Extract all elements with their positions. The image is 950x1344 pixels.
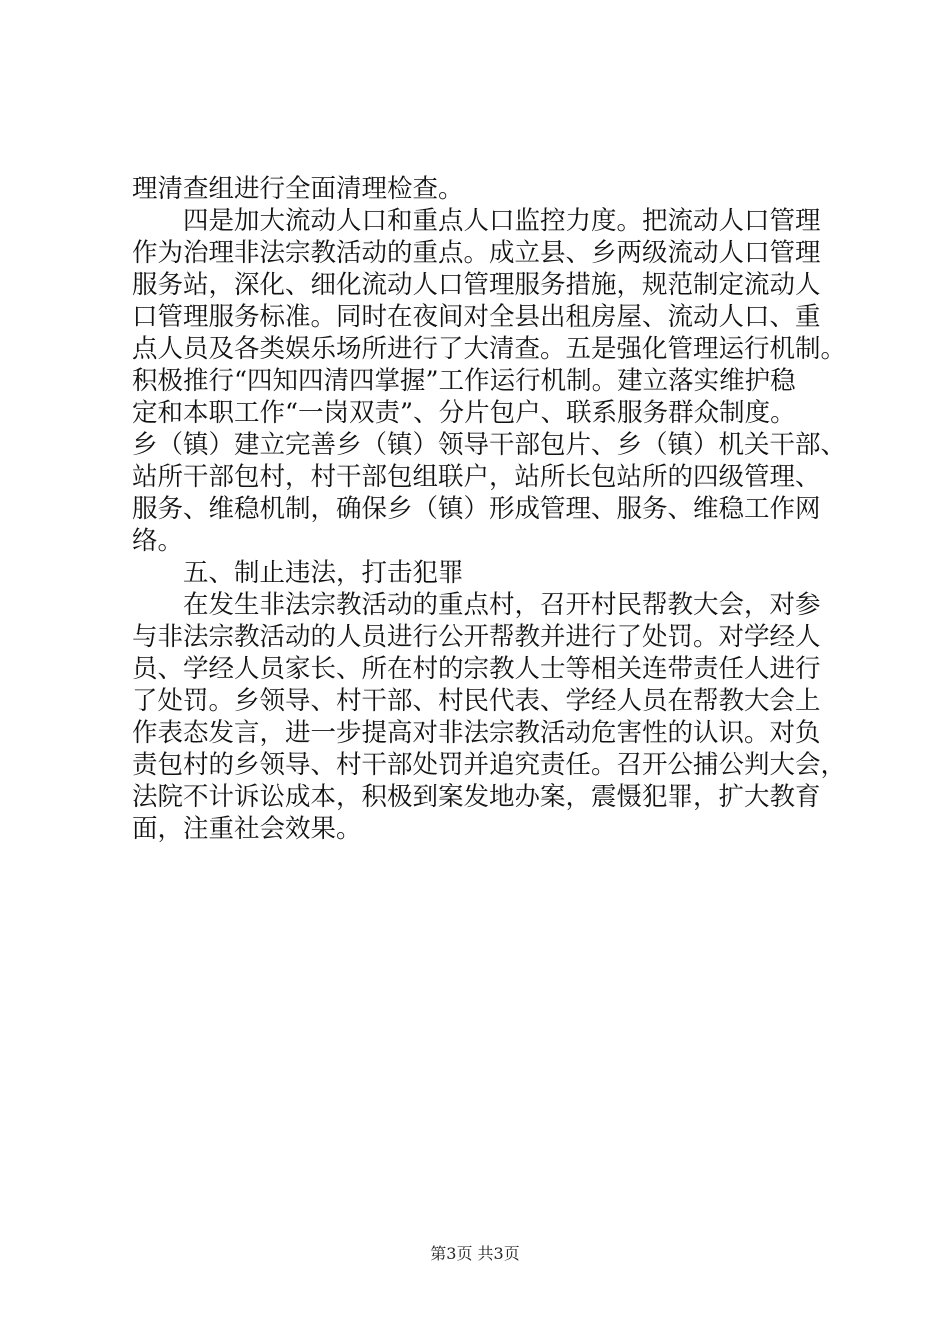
paragraph-line: 作表态发言，进一步提高对非法宗教活动危害性的认识。对负 — [132, 718, 821, 748]
paragraph-line: 面，注重社会效果。 — [132, 814, 362, 844]
paragraph-line: 乡（镇）建立完善乡（镇）领导干部包片、乡（镇）机关干部、 — [132, 430, 847, 460]
paragraph-line: 点人员及各类娱乐场所进行了大清查。五是强化管理运行机制。 — [132, 334, 847, 364]
paragraph-line: 口管理服务标准。同时在夜间对全县出租房屋、流动人口、重 — [132, 302, 821, 332]
paragraph-line: 站所干部包村，村干部包组联户，站所长包站所的四级管理、 — [132, 462, 821, 492]
paragraph-line: 络。 — [132, 526, 184, 556]
paragraph-line: 服务、维稳机制，确保乡（镇）形成管理、服务、维稳工作网 — [132, 494, 821, 524]
paragraph-line: 与非法宗教活动的人员进行公开帮教并进行了处罚。对学经人 — [132, 622, 821, 652]
paragraph-line: 员、学经人员家长、所在村的宗教人士等相关连带责任人进行 — [132, 654, 821, 684]
paragraph-line: 作为治理非法宗教活动的重点。成立县、乡两级流动人口管理 — [132, 238, 821, 268]
paragraph-line: 服务站，深化、细化流动人口管理服务措施，规范制定流动人 — [132, 270, 821, 300]
paragraph-line: 定和本职工作“一岗双责”、分片包户、联系服务群众制度。 — [132, 398, 796, 428]
paragraph-line: 法院不计诉讼成本，积极到案发地办案，震慑犯罪，扩大教育 — [132, 782, 821, 812]
paragraph-line: 了处罚。乡领导、村干部、村民代表、学经人员在帮教大会上 — [132, 686, 821, 716]
paragraph-line: 在发生非法宗教活动的重点村，召开村民帮教大会，对参 — [183, 590, 821, 620]
page-number-footer: 第3页 共3页 — [430, 1244, 520, 1263]
paragraph-line: 责包村的乡领导、村干部处罚并追究责任。召开公捕公判大会， — [132, 750, 847, 780]
paragraph-line: 四是加大流动人口和重点人口监控力度。把流动人口管理 — [183, 206, 821, 236]
paragraph-line: 理清查组进行全面清理检查。 — [132, 174, 464, 204]
paragraph-line: 积极推行“四知四清四掌握”工作运行机制。建立落实维护稳 — [132, 366, 796, 396]
section-heading: 五、制止违法，打击犯罪 — [183, 558, 464, 588]
